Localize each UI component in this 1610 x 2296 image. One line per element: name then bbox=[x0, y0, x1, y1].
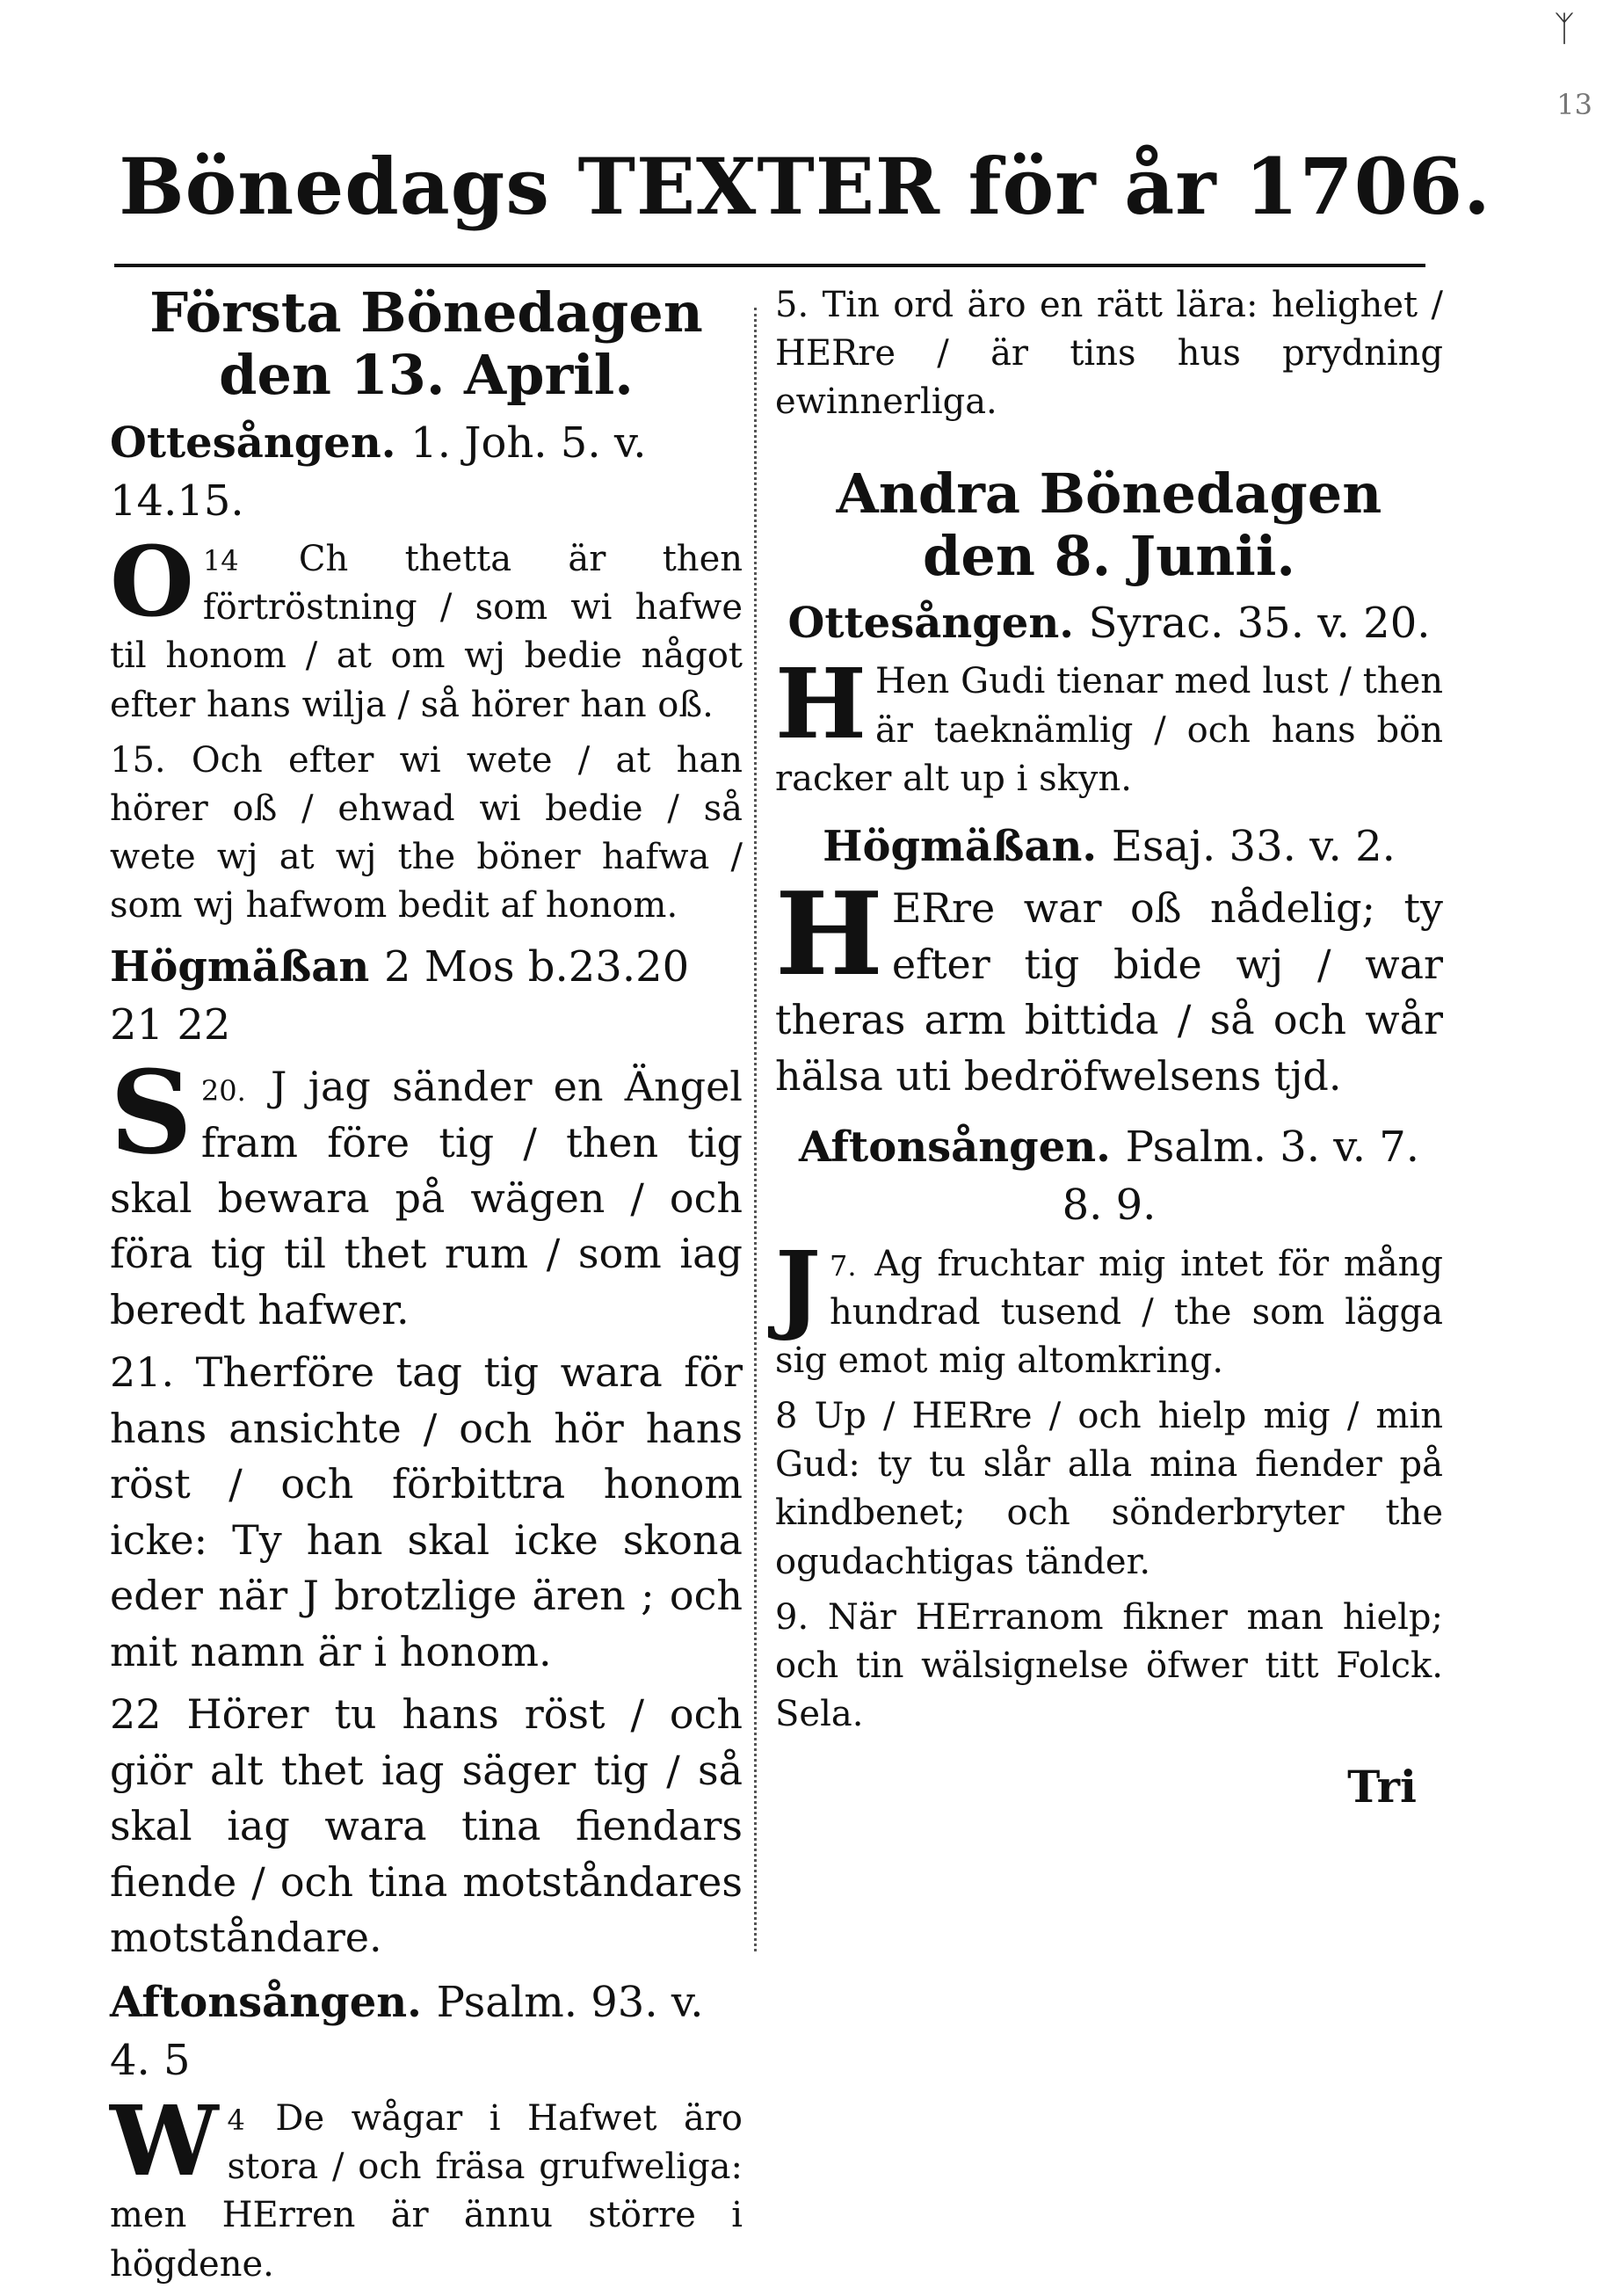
page-title: Bönedags TEXTER för år 1706. bbox=[119, 141, 1491, 232]
scripture-reference: Syrac. 35. v. 20. bbox=[1088, 599, 1431, 649]
second-morning-service bbox=[775, 594, 1443, 652]
catchword: Tri bbox=[1347, 1761, 1417, 1813]
scripture-reference: Psalm. 93. v. 4. 5 bbox=[110, 1977, 704, 2085]
verse-text: Ag fruchtar mig intet för mång hundrad tusend / the som lägga sig emot mig altomkring. bbox=[775, 1243, 1443, 1381]
verse-text: J jag sänder en Ängel fram före tig / then tig skal bewara på wägen / och föra tig til thet rum / som iag beredt hafwer. bbox=[110, 1063, 743, 1333]
drop-cap: H bbox=[775, 647, 867, 761]
verse-4 bbox=[110, 2084, 743, 2289]
scripture-reference: Esaj. 33. v. 2. bbox=[1111, 821, 1396, 871]
verse-15: 15. Och efter wi wete / at han hörer oß / ehwad wi bedie / så wete wj at wj the böner hafwa / som wj hafwom bedit af honom. bbox=[110, 739, 743, 926]
verse-14 bbox=[110, 525, 743, 730]
title-rule bbox=[114, 264, 1425, 267]
second-day-heading: Andra Bönedagen den 8. Junii. bbox=[836, 461, 1382, 588]
scripture-reference: Psalm. 3. v. 7. 8. 9. bbox=[1062, 1123, 1420, 1231]
syrac-verse-20 bbox=[775, 647, 1443, 803]
scripture-reference: 1. Joh. 5. v. 14.15. bbox=[110, 418, 647, 526]
verse-number: 14 bbox=[202, 544, 239, 578]
verse-number: 7. bbox=[830, 1248, 857, 1282]
psalm-verse-9: 9. När HErranom fikner man hielp; och tin wälsignelse öfwer titt Folck. Sela. bbox=[775, 1596, 1443, 1735]
service-label: Ottesången. bbox=[787, 599, 1074, 649]
verse-20 bbox=[110, 1045, 743, 1338]
verse-number: 4 bbox=[227, 2103, 245, 2137]
verse-text: Hen Gudi tienar med lust / then är taeknämlig / och hans bön racker alt up i skyn. bbox=[775, 661, 1443, 799]
drop-cap: W bbox=[110, 2084, 219, 2198]
service-label: Ottesången. bbox=[110, 418, 396, 468]
drop-cap: S bbox=[110, 1045, 192, 1181]
first-day-heading: Första Bönedagen den 13. April. bbox=[149, 280, 703, 408]
right-column bbox=[775, 281, 1443, 1817]
psalm-verse-7 bbox=[775, 1229, 1443, 1386]
verse-22: 22 Hörer tu hans röst / och giör alt thet iag säger tig / så skal iag wara tina fiendars fiende / och tina motståndares motståndare. bbox=[110, 1690, 743, 1962]
scripture-reference: 2 Mos b.23.20 21 22 bbox=[110, 941, 690, 1050]
first-morning-service bbox=[110, 414, 743, 530]
drop-cap: O bbox=[110, 525, 194, 639]
drop-cap: H bbox=[775, 867, 883, 1002]
verse-number: 20. bbox=[200, 1074, 246, 1108]
left-column bbox=[110, 281, 743, 2296]
corner-mark-number: 13 bbox=[1556, 88, 1592, 121]
service-label: Högmäßan bbox=[110, 941, 370, 992]
service-label: Högmäßan. bbox=[823, 821, 1098, 871]
column-divider bbox=[754, 308, 758, 1951]
corner-mark-top: ᛉ bbox=[1554, 9, 1575, 49]
first-high-mass bbox=[110, 938, 743, 1054]
service-label: Aftonsången. bbox=[110, 1977, 422, 2027]
first-evening-service bbox=[110, 1973, 743, 2089]
second-high-mass bbox=[775, 817, 1443, 876]
verse-text: ERre war oß nådelig; ty efter tig bide wj / war theras arm bittida / så och wår hälsa uti bedröfwelsens tjd. bbox=[775, 884, 1443, 1100]
drop-cap: J bbox=[775, 1229, 822, 1343]
psalm-verse-8: 8 Up / HERre / och hielp mig / min Gud: ty tu slår alla mina fiender på kindbenet; och sönderbryter the ogudachtigas tänder. bbox=[775, 1396, 1443, 1582]
verse-5: 5. Tin ord äro en rätt lära: helighet / HERre / är tins hus prydning ewinnerliga. bbox=[775, 285, 1443, 423]
esaj-verse-2 bbox=[775, 867, 1443, 1104]
service-label: Aftonsången. bbox=[798, 1123, 1111, 1173]
second-evening-service bbox=[775, 1118, 1443, 1234]
verse-text: De wågar i Hafwet äro stora / och fräsa grufweliga: men HErren är ännu större i högdene. bbox=[110, 2098, 743, 2285]
verse-text: Ch thetta är then förtröstning / som wi hafwe til honom / at om wj bedie något efter hans wilja / så hörer han oß. bbox=[110, 539, 743, 725]
verse-21: 21. Therföre tag tig wara för hans ansichte / och hör hans röst / och förbittra honom icke: Ty han skal icke skona eder när J brotzlige ären ; och mit namn är i honom. bbox=[110, 1348, 743, 1675]
